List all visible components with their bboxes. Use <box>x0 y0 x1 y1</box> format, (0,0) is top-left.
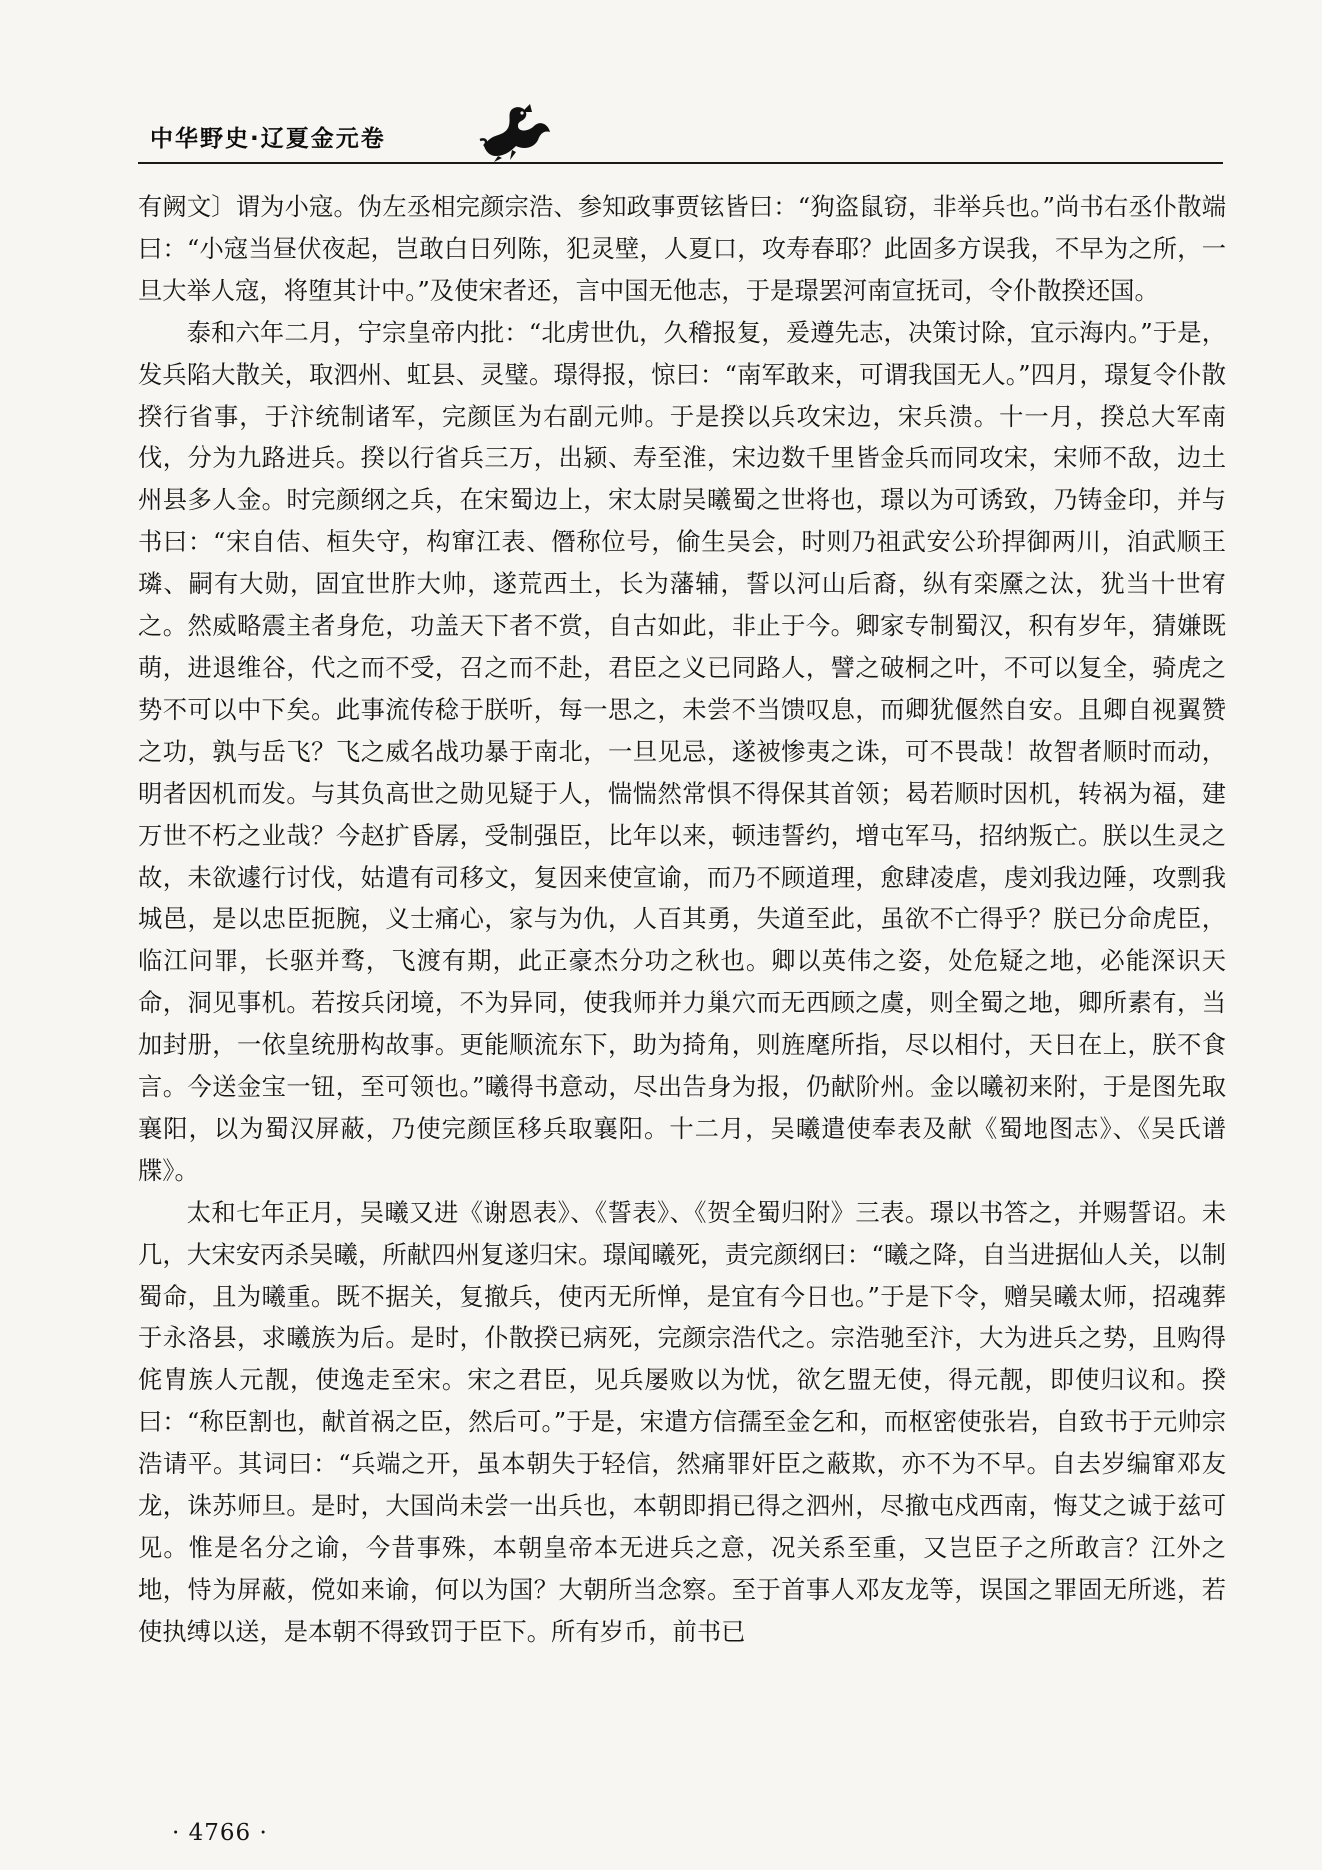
header-rule <box>138 162 1223 164</box>
body-text <box>138 186 1226 1653</box>
paragraph-1: 有阙文〕谓为小寇。伪左丞相完颜宗浩、参知政事贾铉皆曰：“狗盗鼠窃，非举兵也。”尚书右丞仆散端曰：“小寇当昼伏夜起，岂敢白日列陈，犯灵壁，人夏口，攻寿春耶？此固多方误我，不早为之所，一旦大举人寇，将堕其计中。”及使宋者还，言中国无他志，于是璟罢河南宣抚司，令仆散揆还国。 <box>138 192 1226 305</box>
page-number: · 4766 · <box>172 1820 268 1846</box>
dragon-emblem-icon <box>478 102 556 162</box>
header-title: 中华野史·辽夏金元卷 <box>150 126 386 152</box>
paragraph-2: 泰和六年二月，宁宗皇帝内批：“北虏世仇，久稽报复，爰遵先志，决策讨除，宜示海内。”于是，发兵陷大散关，取泗州、虹县、灵璧。璟得报，惊曰：“南军敢来，可谓我国无人。”四月，璟复令仆散揆行省事，于汴统制诸军，完颜匡为右副元帅。于是揆以兵攻宋边，宋兵溃。十一月，揆总大军南伐，分为九路进兵。揆以行省兵三万，出颍、寿至淮，宋边数千里皆金兵而同攻宋，宋师不敌，边土州县多人金。时完颜纲之兵，在宋蜀边上，宋太尉吴曦蜀之世将也，璟以为可诱致，乃铸金印，并与书曰：“宋自佶、桓失守，构窜江表、僭称位号，偷生吴会，时则乃祖武安公玠捍御两川，洎武顺王璘、嗣有大勋，固宜世胙大帅，遂荒西土，长为藩辅，誓以河山后裔，纵有栾黡之汰，犹当十世宥之。然威略震主者身危，功盖天下者不赏，自古如此，非止于今。卿家专制蜀汉，积有岁年，猜嫌既萌，进退维谷，代之而不受，召之而不赴，君臣之义已同路人，譬之破桐之叶，不可以复全，骑虎之势不可以中下矣。此事流传稔于朕听，每一思之，未尝不当馈叹息，而卿犹偃然自安。且卿自视翼赞之功，孰与岳飞？飞之威名战功暴于南北，一旦见忌，遂被惨夷之诛，可不畏哉！故智者顺时而动，明者因机而发。与其负高世之勋见疑于人，惴惴然常惧不得保其首领；曷若顺时因机，转祸为福，建万世不朽之业哉？今赵扩昏孱，受制强臣，比年以来，顿违誓约，增屯军马，招纳叛亡。朕以生灵之故，未欲遽行讨伐，姑遣有司移文，复因来使宣谕，而乃不顾道理，愈肆凌虐，虔刘我边陲，攻剽我城邑，是以忠臣扼腕，义士痛心，家与为仇，人百其勇，失道至此，虽欲不亡得乎？朕已分命虎臣，临江问罪，长驱并骛，飞渡有期，此正豪杰分功之秋也。卿以英伟之姿，处危疑之地，必能深识天命，洞见事机。若按兵闭境，不为异同，使我师并力巢穴而无西顾之虞，则全蜀之地，卿所素有，当加封册，一依皇统册构故事。更能顺流东下，助为掎角，则旌麾所指，尽以相付，天日在上，朕不食言。今送金宝一钮，至可领也。”曦得书意动，尽出告身为报，仍献阶州。金以曦初来附，于是图先取襄阳，以为蜀汉屏蔽，乃使完颜匡移兵取襄阳。十二月，吴曦遣使奉表及献《蜀地图志》、《吴氏谱牒》。 <box>138 317 1226 1185</box>
paragraph-3: 太和七年正月，吴曦又进《谢恩表》、《誓表》、《贺全蜀归附》三表。璟以书答之，并赐誓诏。未几，大宋安丙杀吴曦，所献四州复遂归宋。璟闻曦死，责完颜纲曰：“曦之降，自当进据仙人关，以制蜀命，且为曦重。既不据关，复撤兵，使丙无所惮，是宜有今日也。”于是下令，赠吴曦太师，招魂葬于永洛县，求曦族为后。是时，仆散揆已病死，完颜宗浩代之。宗浩驰至汴，大为进兵之势，且购得侂胄族人元靓，使逸走至宋。宋之君臣，见兵屡败以为忧，欲乞盟无使，得元靓，即使归议和。揆曰：“称臣割也，献首祸之臣，然后可。”于是，宋遣方信孺至金乞和，而枢密使张岩，自致书于元帅宗浩请平。其词曰：“兵端之开，虽本朝失于轻信，然痛罪奸臣之蔽欺，亦不为不早。自去岁编窜邓友龙，诛苏师旦。是时，大国尚未尝一出兵也，本朝即捐已得之泗州，尽撤屯戍西南，悔艾之诚于兹可见。惟是名分之谕，今昔事殊，本朝皇帝本无进兵之意，况关系至重，又岂臣子之所敢言？江外之地，恃为屏蔽，傥如来谕，何以为国？大朝所当念察。至于首事人邓友龙等，误国之罪固无所逃，若使执缚以送，是本朝不得致罚于臣下。所有岁币，前书已 <box>138 1197 1226 1646</box>
running-header <box>138 96 1218 186</box>
